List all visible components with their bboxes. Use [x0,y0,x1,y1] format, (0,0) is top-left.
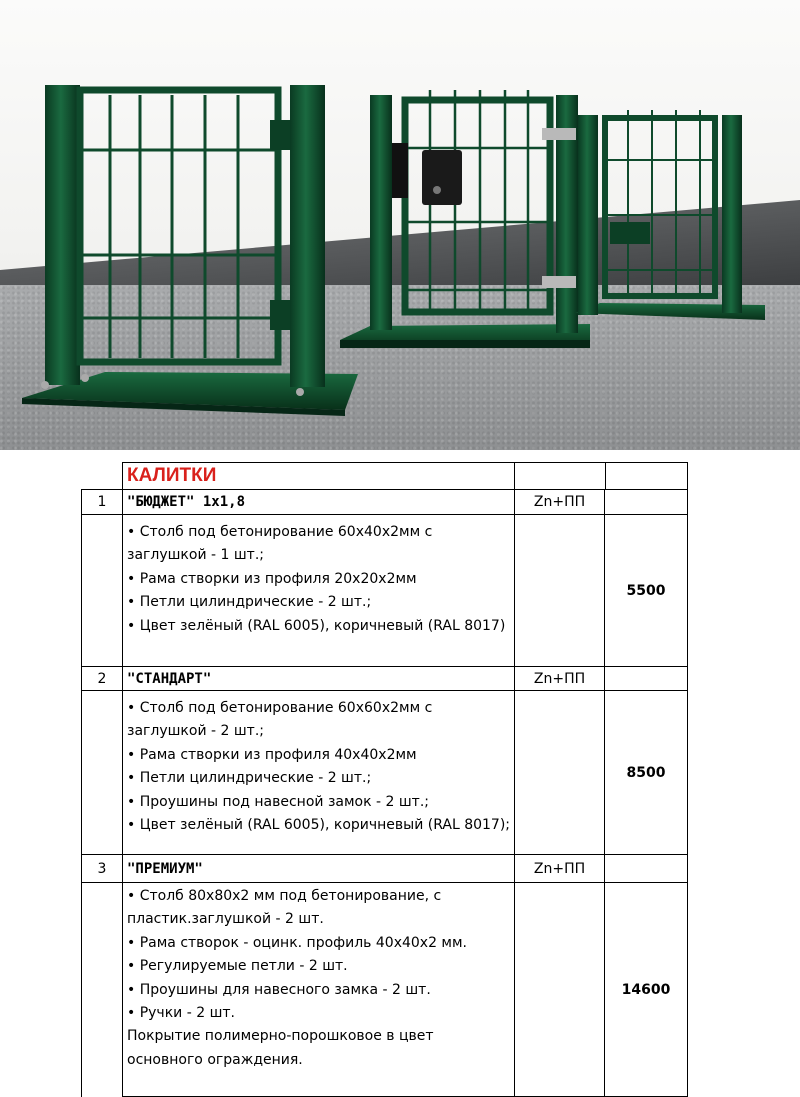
gate-premium [575,110,765,320]
description-line: Покрытие полимерно-порошковое в цвет [127,1028,434,1045]
description-line: • Петли цилиндрические - 2 шт.; [127,594,372,611]
price-header-cell [605,667,688,691]
product-name: "СТАНДАРТ" [127,670,212,687]
price-cell: 8500 [605,691,688,855]
description-line: • Рама створок - оцинк. профиль 40х40х2 мм. [127,934,468,951]
gate-budget [22,85,358,416]
description-line: • Цвет зелёный (RAL 6005), коричневый (RAL 8017); [127,817,511,834]
price-header-cell [605,855,688,883]
description-line: • Столб под бетонирование 60х60х2мм с [127,700,433,716]
description-line: заглушкой - 1 шт.; [127,547,264,564]
row-name-cell [123,855,515,883]
title-cell [123,462,515,490]
row-number: 3 [81,855,123,883]
product-name: "БЮДЖЕТ" 1х1,8 [127,494,246,510]
row-number: 1 [81,490,123,515]
table-title: КАЛИТКИ [127,465,217,486]
price-cell: 5500 [605,515,688,667]
coating-spacer [515,515,605,667]
price-table [81,462,688,1097]
row-number: 2 [81,667,123,691]
description-line: • Проушины для навесного замка - 2 шт. [127,981,431,998]
description-line: • Петли цилиндрические - 2 шт.; [127,770,372,787]
product-name: "ПРЕМИУМ" [127,860,203,877]
row-name-cell [123,490,515,515]
description-line: основного ограждения. [127,1051,303,1068]
description-line: пластик.заглушкой - 2 шт. [127,911,324,928]
gates-illustration [0,0,800,450]
description-line: • Ручки - 2 шт. [127,1005,235,1022]
description-line: • Цвет зелёный (RAL 6005), коричневый (RAL 8017) [127,617,506,634]
product-photo [0,0,800,450]
description-line: • Рама створки из профиля 40х40х2мм [127,746,417,763]
description-line: • Регулируемые петли - 2 шт. [127,958,348,975]
gate-standard [340,90,590,348]
row-number-spacer [81,691,123,855]
coating-cell: Zn+ПП [515,490,605,515]
coating-cell: Zn+ПП [515,667,605,691]
description-cell [123,883,515,1097]
description-line: • Проушины под навесной замок - 2 шт.; [127,793,429,810]
description-cell [123,515,515,667]
row-number-spacer [81,515,123,667]
coating-spacer [515,883,605,1097]
description-line: заглушкой - 2 шт.; [127,723,264,740]
title-price-cell [605,462,688,490]
description-line: • Столб 80х80х2 мм под бетонирование, с [127,888,442,904]
coating-spacer [515,691,605,855]
row-number-spacer [81,883,123,1097]
coating-cell: Zn+ПП [515,855,605,883]
title-zn-cell [515,462,605,490]
price-cell: 14600 [605,883,688,1097]
description-line: • Рама створки из профиля 20х20х2мм [127,570,417,587]
description-line: • Столб под бетонирование 60х40х2мм с [127,524,433,540]
price-header-cell [605,490,688,515]
row-name-cell [123,667,515,691]
title-num-cell [81,462,123,490]
description-cell [123,691,515,855]
